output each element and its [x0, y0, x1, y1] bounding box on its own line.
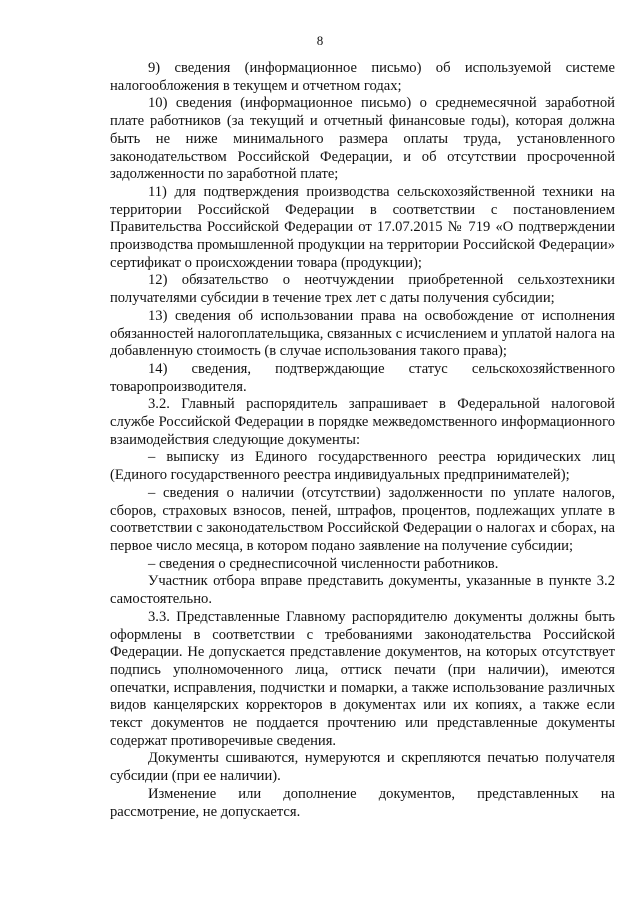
list-item-tax-debt: – сведения о наличии (отсутствии) задолженности по уплате налогов, сборов, страховых взносов, пеней, штрафов, процентов, подлежащих уплате в соответствии с законодательством Российской Федерации о налогах и сборах, на первое число месяца, в котором подано заявление на получение субсидии; — [110, 484, 615, 554]
list-item-egrul: – выписку из Единого государственного реестра юридических лиц (Единого государственного реестра индивидуальных предпринимателей); — [110, 449, 615, 484]
paragraph-item-13: 13) сведения об использовании права на освобождение от исполнения обязанностей налогоплательщика, связанных с исчислением и уплатой налога на добавленную стоимость (в случае использования такого права); — [110, 307, 615, 360]
paragraph-item-11: 11) для подтверждения производства сельскохозяйственной техники на территории Российской Федерации в соответствии с постановлением Правительства Российской Федерации от 17.07.2015 № 719 «О подтверждении производства промышленной продукции на территории Российской Федерации» сертификат о происхождении товара (продукции); — [110, 183, 615, 271]
paragraph-binding: Документы сшиваются, нумеруются и скрепляются печатью получателя субсидии (при ее наличии). — [110, 750, 615, 785]
paragraph-item-10: 10) сведения (информационное письмо) о среднемесячной заработной плате работников (за текущий и отчетный финансовые годы), которая должна быть не ниже минимального размера оплаты труда, установленного законодательством Российской Федерации, и об отсутствии просроченной задолженности по заработной плате; — [110, 95, 615, 183]
paragraph-section-3-2: 3.2. Главный распорядитель запрашивает в Федеральной налоговой службе Российской Федерации в порядке межведомственного информационного взаимодействия следующие документы: — [110, 396, 615, 448]
list-item-headcount: – сведения о среднесписочной численности работников. — [148, 555, 499, 572]
paragraph-item-12: 12) обязательство о неотчуждении приобретенной сельхозтехники получателями субсидии в течение трех лет с даты получения субсидии; — [110, 272, 615, 307]
document-body — [110, 60, 615, 821]
paragraph-section-3-3: 3.3. Представленные Главному распорядителю документы должны быть оформлены в соответствии с требованиями законодательства Российской Федерации. Не допускается представление документов, на которых отсутствует подпись уполномоченного лица, оттиск печати (при наличии), имеются опечатки, исправления, подчистки и помарки, а также использование различных видов канцелярских корректоров в документах или их копиях, а также если текст документов не поддается прочтению или представленные документы содержат противоречивые сведения. — [110, 608, 615, 749]
paragraph-item-9: 9) сведения (информационное письмо) об используемой системе налогообложения в текущем и отчетном годах; — [110, 60, 615, 94]
paragraph-no-changes: Изменение или дополнение документов, представленных на рассмотрение, не допускается. — [110, 785, 615, 820]
page-number: 8 — [316, 33, 324, 48]
paragraph-item-14: 14) сведения, подтверждающие статус сельскохозяйственного товаропроизводителя. — [110, 360, 615, 395]
paragraph-self-submission: Участник отбора вправе представить документы, указанные в пункте 3.2 самостоятельно. — [110, 573, 615, 608]
